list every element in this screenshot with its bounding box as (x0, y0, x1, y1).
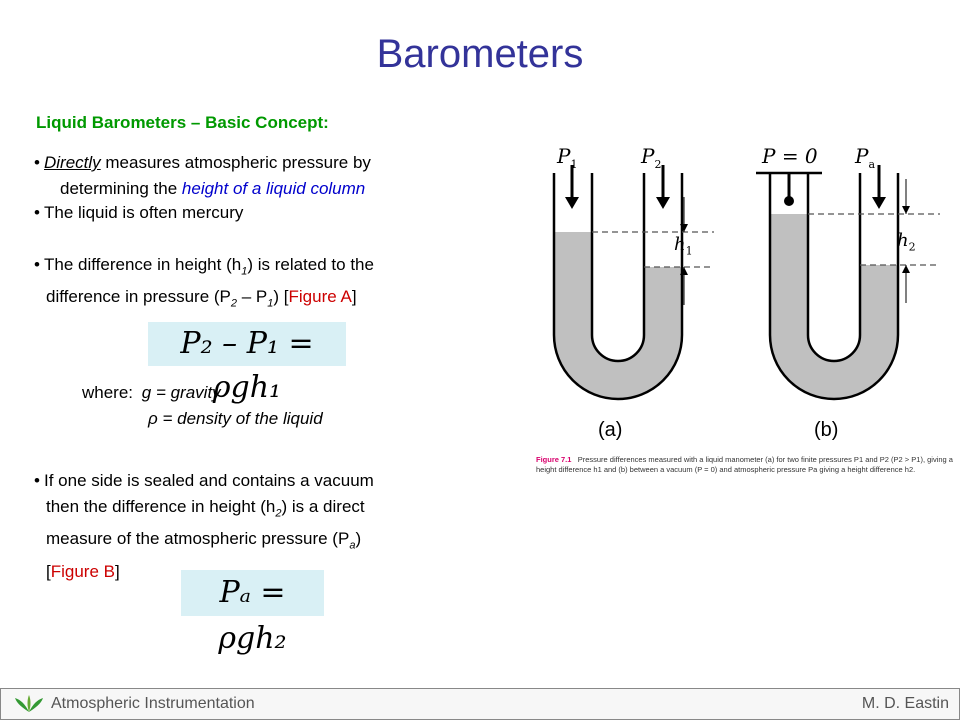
footer-bar (0, 688, 960, 720)
label-b: (b) (814, 419, 839, 441)
label-h2: $h_2$ (897, 230, 916, 254)
where-gravity: g = gravity (141, 383, 221, 402)
manometer-b-inner (808, 173, 860, 361)
equation-pressure-difference: P₂ – P₁ = ρgh₁ (148, 322, 346, 366)
label-a: (a) (598, 419, 623, 441)
label-h1: $h_1$ (674, 234, 693, 258)
leaf-logo-icon (13, 694, 45, 714)
manometer-b-liquid (770, 214, 898, 399)
directly-word: Directly (44, 153, 101, 172)
manometer-figure (536, 135, 956, 455)
label-p2: $P_2$ (641, 144, 662, 171)
figure-a-ref: Figure A (288, 287, 352, 307)
manometer-a-inner (592, 173, 644, 361)
equation-atmospheric-pressure: Pₐ = ρgh₂ (181, 570, 324, 616)
slide-title: Barometers (376, 32, 584, 76)
figure-b-ref: Figure B (50, 561, 115, 581)
figure-caption: Figure 7.1 Pressure differences measured with a liquid manometer (a) for two finite pressures P1 and P2 (P2 > P1), giving a height difference h1 and (b) between a vacuum (P = 0) and atmospheric pressure Pa giving a height difference h2. (536, 455, 953, 474)
bullet-mercury: • The liquid is often mercury (34, 203, 244, 222)
footer-course-title: Atmospheric Instrumentation (51, 695, 255, 712)
height-of-liquid-column: height of a liquid column (181, 179, 366, 198)
bullet-vacuum: • If one side is sealed and contains a vacuum then the difference in height $(h_2)$ is a direct measure of the atmospheric pressure $(P_a)$ [Figure B] (34, 471, 374, 581)
label-pa: $P_a$ (855, 144, 876, 171)
manometer-a-liquid (554, 232, 682, 399)
label-p1: $P_1$ (557, 144, 578, 171)
bullet-difference-height: • The difference in height $(h_1)$ is related to the difference in pressure $(P_2 - P_1)$ [Figure A] (34, 255, 374, 310)
bullet-directly: • Directly measures atmospheric pressure by determining the height of a liquid column (34, 153, 371, 198)
subheading: Liquid Barometers – Basic Concept: (36, 113, 329, 132)
label-p-zero: P = 0 (762, 144, 818, 168)
where-density: ρ = density of the liquid (148, 409, 323, 428)
footer-author: M. D. Eastin (861, 695, 949, 712)
where-block: where: g = gravity ρ = density of the liquid (82, 383, 323, 428)
